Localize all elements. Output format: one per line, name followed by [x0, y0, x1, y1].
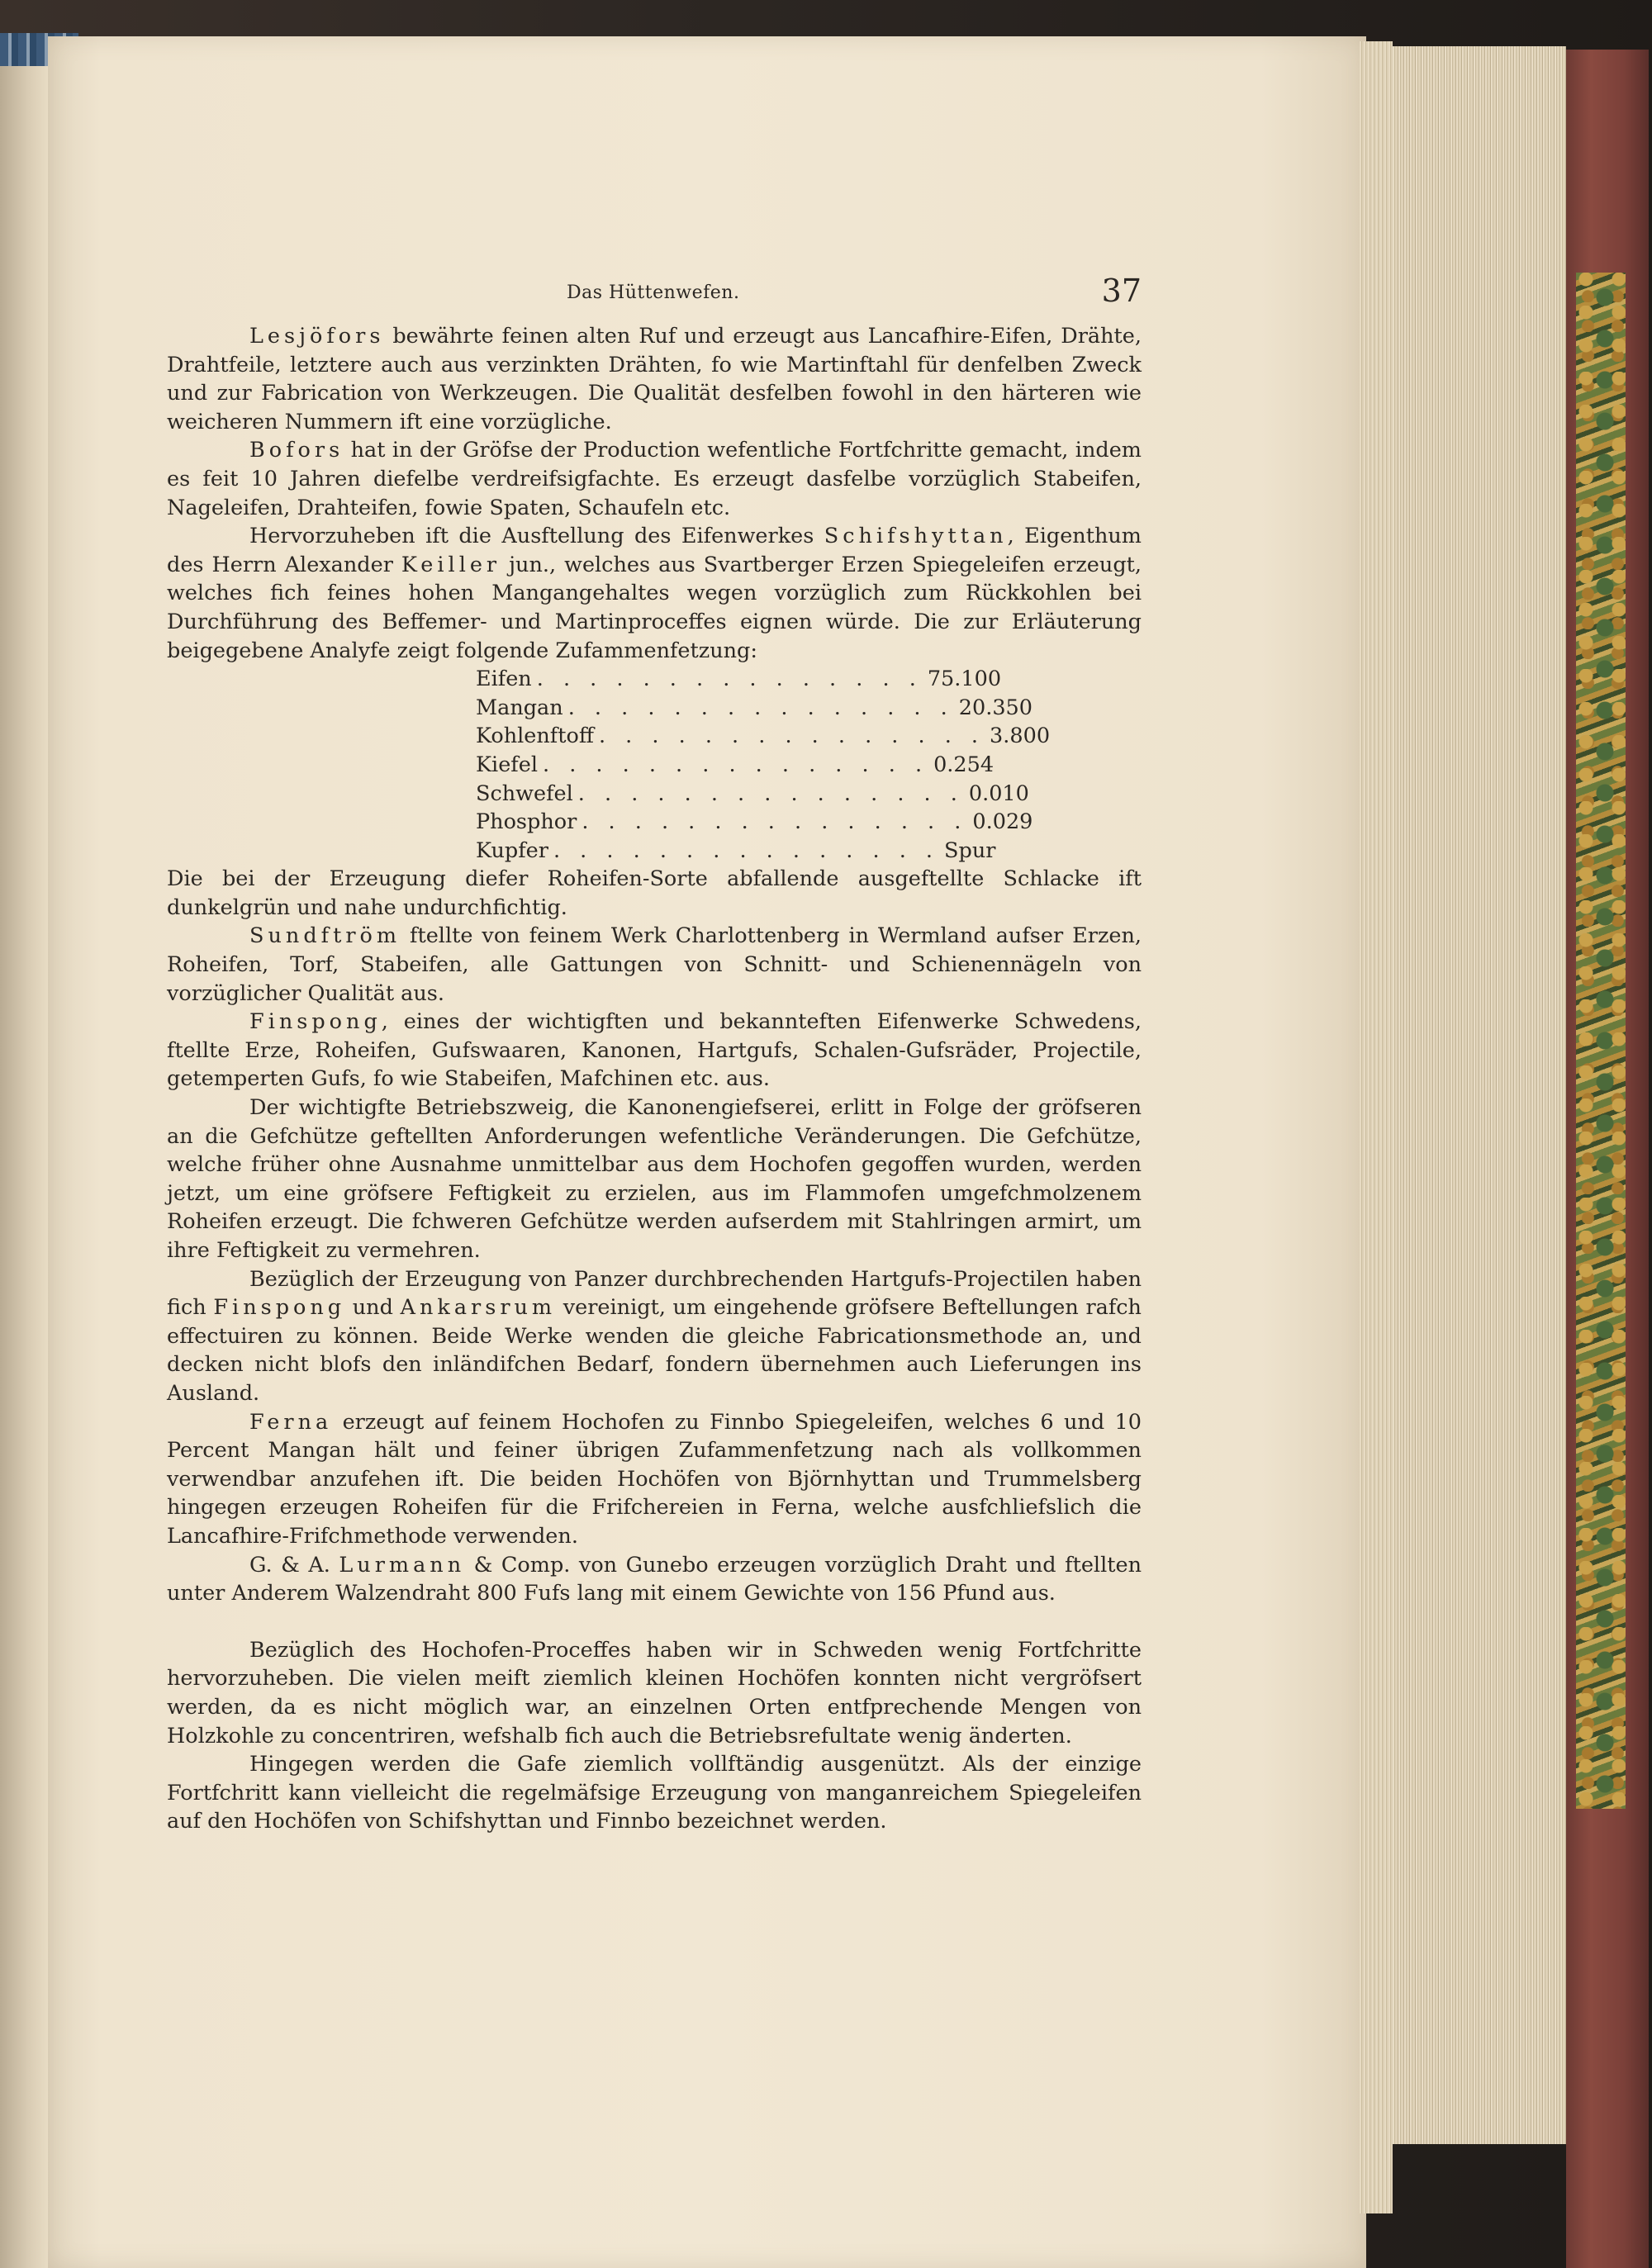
analysis-value: 0.010	[968, 781, 1029, 806]
paragraph-text: & Comp. von Gunebo erzeugen vorzüglich Draht und ftellten unter Anderem Walzendraht 800 Fufs lang mit einem Gewichte von 156 Pfund aus.	[167, 1552, 1142, 1606]
paragraph-text: , Eigenthum des Herrn Alexander	[167, 524, 1142, 577]
analysis-value: 3.800	[990, 724, 1051, 749]
analysis-element: Kupfer	[476, 837, 548, 863]
company-name: Finspong	[213, 1295, 346, 1321]
company-name: Lurmann	[339, 1552, 466, 1578]
paragraph-text: jun., welches aus Svartberger Erzen Spiegeleifen erzeugt, welches fich feines hohen Mangangehaltes wegen vorzüglich zum Rückkohlen bei Durchführung des Beffemer- und Martinproceffes eignen würde. Die zur Erläuterung beigegebene Analyfe zeigt folgende Zufammenfetzung:	[167, 552, 1142, 663]
paragraph-schlacke: Die bei der Erzeugung diefer Roheifen-Sorte abfallende ausgeftellte Schlacke ift dunkelgrün und nahe undurchfichtig.	[167, 866, 1142, 920]
marbled-spine	[1576, 273, 1626, 1809]
paragraph-text: , eines der wichtigften und bekannteften Eifenwerke Schwedens, ftellte Erze, Roheifen, Gufswaaren, Kanonen, Hartgufs, Schalen-Gufsräder, Projectile, getemperten Gufs, fo wie Stabeifen, Mafchinen etc. aus.	[167, 1009, 1142, 1092]
analysis-value: 0.254	[933, 752, 995, 777]
analysis-row: Kupfer . . . . . . . . . . . . . . . Spur	[476, 837, 862, 866]
page-stack	[1360, 41, 1393, 2213]
analysis-element: Eifen	[476, 667, 532, 692]
company-name: Sundftröm	[249, 923, 401, 949]
paragraph-gafe: Hingegen werden die Gafe ziemlich vollftändig ausgenützt. Als der einzige Fortfchritt kann vielleicht die regelmäfsige Erzeugung von manganreichem Spiegeleifen auf den Hochöfen von Schifshyttan und Finnbo bezeichnet werden.	[167, 1752, 1142, 1834]
paragraph-lurmann	[167, 1551, 1142, 1608]
analysis-value: 20.350	[958, 695, 1032, 720]
paragraph-text: und	[345, 1295, 401, 1321]
analysis-value: 0.029	[972, 809, 1033, 835]
analysis-row: Kohlenftoff . . . . . . . . . . . . . . . 3.800	[476, 722, 862, 751]
paragraph-finspong	[167, 1008, 1142, 1094]
paragraph-text: Hervorzuheben ift die Ausftellung des Eifenwerkes	[249, 524, 824, 549]
analysis-row: Kiefel . . . . . . . . . . . . . . . 0.254	[476, 751, 862, 780]
company-name: Finspong	[249, 1009, 382, 1035]
analysis-row: Phosphor . . . . . . . . . . . . . . . 0.029	[476, 808, 862, 837]
paragraph-ferna	[167, 1408, 1142, 1551]
analysis-element: Mangan	[476, 695, 563, 720]
paragraph-text: Bezüglich der Erzeugung von Panzer durchbrechenden Hartgufs-Projectilen haben fich	[167, 1266, 1142, 1321]
company-name: Schifshyttan	[824, 524, 1008, 549]
paragraph-panzer	[167, 1265, 1142, 1408]
analysis-row: Schwefel . . . . . . . . . . . . . . . 0.010	[476, 780, 862, 809]
company-name: Lesjöfors	[249, 324, 385, 349]
analysis-row: Eifen . . . . . . . . . . . . . . . 75.100	[476, 665, 862, 694]
paragraph-schifshyttan	[167, 522, 1142, 665]
paragraph-text: erzeugt auf feinem Hochofen zu Finnbo Spiegeleifen, welches 6 und 10 Percent Mangan hält und feiner übrigen Zufammenfetzung nach als vollkommen verwendbar anzufehen ift. Die beiden Hochöfen von Björnhyttan und Trummelsberg hingegen erzeugen Roheifen für die Frifchereien in Ferna, welche ausfchliefslich die Lancafhire-Frifchmethode verwenden.	[167, 1409, 1142, 1549]
company-name: Ankarsrum	[400, 1295, 557, 1321]
company-name: Ferna	[249, 1409, 333, 1435]
company-name: Bofors	[249, 438, 344, 463]
paragraph-kanonen: Der wichtigfte Betriebszweig, die Kanonengiefserei, erlitt in Folge der gröfseren an die Gefchütze geftellten Anforderungen wefentliche Veränderungen. Die Gefchütze, welche früher ohne Ausnahme unmittelbar aus dem Hochofen gegoffen wurden, werden jetzt, um eine gröfsere Feftigkeit zu erzielen, aus im Flammofen umgefchmolzenem Roheifen erzeugt. Die fchweren Gefchütze werden aufserdem mit Stahlringen armirt, um ihre Feftigkeit zu vermehren.	[167, 1095, 1142, 1263]
analysis-element: Kiefel	[476, 752, 538, 777]
paragraph-text: vereinigt, um eingehende gröfsere Beftellungen rafch effectuiren zu können. Beide Werke wenden die gleiche Fabricationsmethode an, und decken nicht blofs den inländifchen Bedarf, fondern übernehmen auch Lieferungen ins Ausland.	[167, 1295, 1142, 1406]
paragraph-text: hat in der Gröfse der Production wefentliche Fortfchritte gemacht, indem es feit 10 Jahren diefelbe verdreifsigfachte. Es erzeugt dasfelbe vorzüglich Stabeifen, Nageleifen, Drahteifen, fowie Spaten, Schaufeln etc.	[167, 438, 1142, 520]
page-content	[167, 273, 1142, 1836]
analysis-value: 75.100	[927, 667, 1002, 692]
page-number: 37	[1101, 273, 1142, 309]
analysis-value: Spur	[944, 837, 996, 863]
analysis-element: Phosphor	[476, 809, 577, 835]
analysis-element: Schwefel	[476, 781, 573, 806]
paragraph-sundstrom	[167, 922, 1142, 1008]
running-head-title: Das Hüttenwefen.	[567, 282, 740, 303]
paragraph-bofors	[167, 436, 1142, 522]
analysis-table	[476, 665, 1142, 865]
paragraph-lesjofors	[167, 322, 1142, 436]
paragraph-hochofen: Bezüglich des Hochofen-Proceffes haben wir in Schweden wenig Fortfchritte hervorzuheben. Die vielen meift ziemlich kleinen Hochöfen konnten nicht vergröfsert werden, da es nicht möglich war, an einzelnen Orten entfprechende Mengen von Holzkohle zu concentriren, wefshalb fich auch die Betriebsrefultate wenig änderten.	[167, 1637, 1142, 1748]
paragraph-text: G. & A.	[249, 1552, 339, 1578]
left-page-edge	[0, 33, 50, 2268]
running-head	[167, 273, 1142, 322]
analysis-element: Kohlenftoff	[476, 724, 594, 749]
text-block-edge	[1393, 46, 1566, 2144]
analysis-row: Mangan . . . . . . . . . . . . . . . 20.350	[476, 694, 862, 723]
person-name: Keiller	[401, 552, 501, 577]
paragraph-text: ftellte von feinem Werk Charlottenberg in Wermland aufser Erzen, Roheifen, Torf, Stabeifen, alle Gattungen von Schnitt- und Schienennägeln von vorzüglicher Qualität aus.	[167, 923, 1142, 1006]
paragraph-text: bewährte feinen alten Ruf und erzeugt aus Lancafhire-Eifen, Drähte, Drahtfeile, letztere auch aus verzinkten Drähten, fo wie Martinftahl für denfelben Zweck und zur Fabrication von Werkzeugen. Die Qualität desfelben fowohl in den härteren wie weicheren Nummern ift eine vorzügliche.	[167, 324, 1142, 434]
